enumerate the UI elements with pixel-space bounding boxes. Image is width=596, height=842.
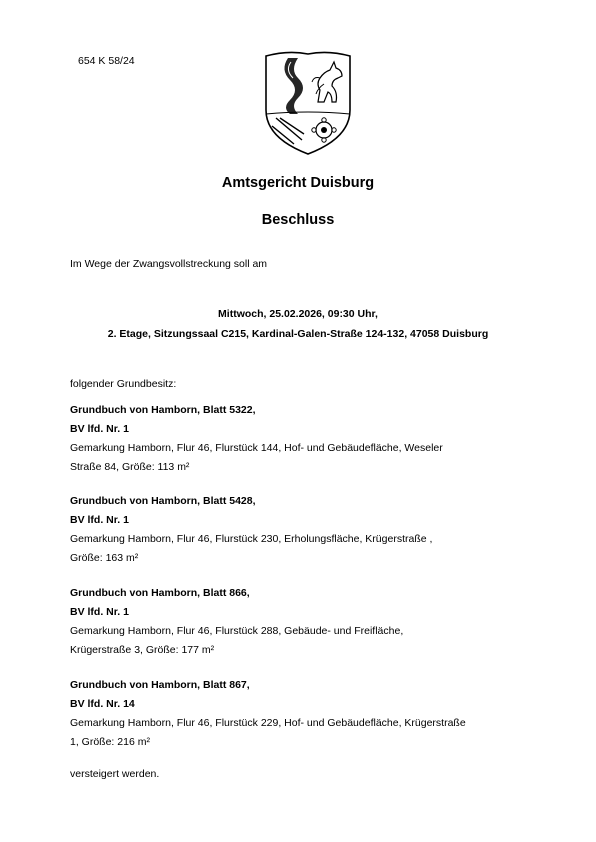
entry-register: Grundbuch von Hamborn, Blatt 866, xyxy=(70,587,250,599)
coat-of-arms-icon xyxy=(258,48,358,158)
entry-description-line: Krügerstraße 3, Größe: 177 m² xyxy=(70,644,215,656)
entry-description-line: Gemarkung Hamborn, Flur 46, Flurstück 144, Hof- und Gebäudefläche, Weseler xyxy=(70,442,443,454)
intro-text: Im Wege der Zwangsvollstreckung soll am xyxy=(70,258,268,270)
property-entry xyxy=(70,676,530,752)
entry-register: Grundbuch von Hamborn, Blatt 5428, xyxy=(70,495,256,507)
entry-description-line: Gemarkung Hamborn, Flur 46, Flurstück 230, Erholungsfläche, Krügerstraße , xyxy=(70,533,433,545)
entry-bv: BV lfd. Nr. 1 xyxy=(70,514,129,526)
lead-text: folgender Grundbesitz: xyxy=(70,378,177,390)
property-entry xyxy=(70,492,530,568)
court-name: Amtsgericht Duisburg xyxy=(221,175,375,191)
outro-text: versteigert werden. xyxy=(70,768,160,780)
property-entry xyxy=(70,401,530,477)
entry-bv: BV lfd. Nr. 1 xyxy=(70,423,129,435)
entry-description-line: Größe: 163 m² xyxy=(70,552,139,564)
entry-bv: BV lfd. Nr. 14 xyxy=(70,698,135,710)
property-entry xyxy=(70,584,530,660)
appointment-datetime: Mittwoch, 25.02.2026, 09:30 Uhr, xyxy=(218,308,378,320)
file-reference: 654 K 58/24 xyxy=(78,55,135,67)
entry-register: Grundbuch von Hamborn, Blatt 5322, xyxy=(70,404,256,416)
appointment-location: 2. Etage, Sitzungssaal C215, Kardinal-Galen-Straße 124-132, 47058 Duisburg xyxy=(107,328,489,340)
entry-description-line: Straße 84, Größe: 113 m² xyxy=(70,461,190,473)
document-type: Beschluss xyxy=(261,212,335,228)
entry-description-line: Gemarkung Hamborn, Flur 46, Flurstück 229, Hof- und Gebäudefläche, Krügerstraße xyxy=(70,717,466,729)
entry-description-line: Gemarkung Hamborn, Flur 46, Flurstück 288, Gebäude- und Freifläche, xyxy=(70,625,404,637)
entry-description-line: 1, Größe: 216 m² xyxy=(70,736,150,748)
entry-register: Grundbuch von Hamborn, Blatt 867, xyxy=(70,679,250,691)
entry-bv: BV lfd. Nr. 1 xyxy=(70,606,129,618)
